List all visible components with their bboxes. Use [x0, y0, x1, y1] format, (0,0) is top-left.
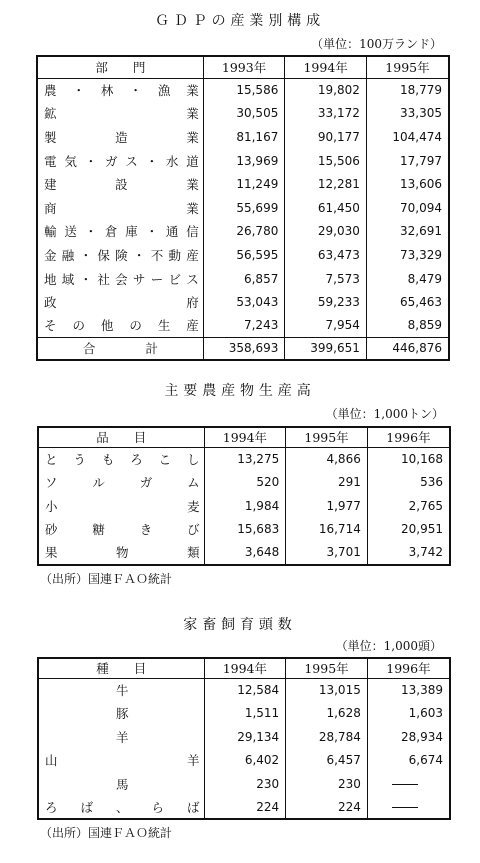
crops-value: 1,984: [204, 494, 286, 518]
label-char: 漁: [157, 83, 171, 99]
label-char: び: [187, 522, 200, 538]
crops-header-1995: 1995年: [286, 427, 368, 447]
label-char: 農: [44, 83, 57, 99]
livestock-unit: （単位：1,000頭）: [335, 639, 442, 653]
gdp-value: 63,473: [285, 243, 367, 267]
label-char: 険: [115, 247, 128, 263]
livestock-value: 1,603: [367, 702, 450, 726]
label-char: ソ: [45, 475, 58, 491]
livestock-header-item: 種 目: [38, 658, 204, 678]
gdp-row-label: [37, 267, 203, 291]
gdp-value: 53,043: [203, 290, 285, 314]
crops-value: 291: [286, 471, 368, 495]
label-char: ー: [150, 271, 164, 287]
label-char: 動: [168, 247, 181, 263]
label-char: 山: [45, 753, 58, 769]
livestock-value: 230: [204, 772, 286, 796]
label-char: ・: [132, 247, 146, 263]
crops-value: 520: [204, 471, 286, 495]
livestock-row-label: [38, 772, 204, 796]
crops-row: [38, 447, 450, 471]
label-char: ・: [79, 271, 93, 287]
label-char: 域: [61, 271, 75, 287]
gdp-value: 7,573: [285, 267, 367, 291]
gdp-value: 59,233: [285, 290, 367, 314]
label-char: ろ: [130, 452, 143, 467]
label-char: 気: [64, 153, 77, 169]
label-char: 林: [100, 83, 114, 99]
label-char: 会: [115, 271, 128, 287]
label-char: ム: [187, 475, 200, 491]
gdp-value: 33,305: [366, 102, 449, 126]
label-char: ガ: [139, 475, 153, 491]
crops-value: 3,648: [204, 541, 286, 565]
livestock-row-label: [38, 702, 204, 726]
label-char: 、: [116, 799, 129, 815]
label-char: ・: [72, 83, 85, 99]
gdp-row: [37, 267, 449, 291]
crops-row: [38, 494, 450, 518]
livestock-value: 1,511: [204, 702, 286, 726]
crops-row-label: [38, 471, 204, 495]
livestock-value: 12,584: [204, 678, 286, 702]
label-char: こ: [158, 452, 172, 467]
livestock-row-label: [38, 749, 204, 773]
label-char: 地: [44, 271, 57, 287]
gdp-value: 70,094: [366, 196, 449, 220]
crops-value: 15,683: [204, 518, 286, 542]
gdp-row: [37, 172, 449, 196]
label-char: 物: [116, 545, 129, 561]
label-char: 商: [44, 200, 57, 216]
gdp-total-1993: 358,693: [203, 338, 285, 360]
livestock-row: [38, 725, 450, 749]
livestock-header-1996: 1996年: [367, 658, 450, 678]
gdp-row-label: [37, 243, 203, 267]
label-char: ば: [187, 799, 200, 815]
gdp-value: 26,780: [203, 220, 285, 244]
label-char: 信: [186, 224, 199, 240]
label-char: 水: [165, 153, 179, 169]
gdp-total-1994: 399,651: [285, 338, 367, 360]
gdp-header-1995: 1995年: [366, 56, 449, 78]
gdp-value: 33,172: [285, 102, 367, 126]
livestock-row-label: [38, 725, 204, 749]
gdp-row: [37, 243, 449, 267]
crops-value: 16,714: [286, 518, 368, 542]
crops-row-label: [38, 518, 204, 542]
label-char: ル: [92, 475, 105, 491]
label-char: 羊: [116, 729, 129, 745]
label-char: の: [72, 318, 85, 334]
gdp-value: 8,479: [366, 267, 449, 291]
crops-header-item: 品 目: [38, 427, 204, 447]
livestock-value: 224: [286, 796, 368, 820]
livestock-value: 230: [286, 772, 368, 796]
livestock-header-1994: 1994年: [204, 658, 286, 678]
gdp-value: 104,474: [366, 125, 449, 149]
label-char: し: [187, 452, 200, 467]
gdp-total-label: 合 計: [37, 338, 203, 360]
livestock-value: [367, 796, 450, 820]
label-char: 融: [61, 247, 75, 263]
crops-value: 20,951: [367, 518, 450, 542]
gdp-row-label: [37, 102, 203, 126]
livestock-value: 29,134: [204, 725, 286, 749]
label-char: ス: [125, 153, 138, 169]
label-char: 電: [44, 153, 57, 169]
crops-row-label: [38, 494, 204, 518]
livestock-value: 6,674: [367, 749, 450, 773]
livestock-source: （出所）国連ＦＡＯ統計: [40, 826, 173, 840]
label-char: 造: [115, 129, 128, 145]
gdp-row: [37, 220, 449, 244]
gdp-row-label: [37, 172, 203, 196]
gdp-row-label: [37, 125, 203, 149]
livestock-title: 家畜飼育頭数: [183, 617, 297, 633]
label-char: 輸: [44, 224, 57, 240]
label-char: 生: [157, 318, 171, 334]
crops-row-label: [38, 447, 204, 471]
label-char: ・: [145, 153, 159, 169]
gdp-value: 11,249: [203, 172, 285, 196]
livestock-value: 224: [204, 796, 286, 820]
label-char: 政: [44, 295, 57, 311]
label-char: 類: [187, 545, 200, 561]
crops-value: 2,765: [367, 494, 450, 518]
gdp-value: 17,797: [366, 149, 449, 173]
dash-mark: [392, 784, 418, 785]
gdp-value: 13,969: [203, 149, 285, 173]
gdp-row-label: [37, 196, 203, 220]
gdp-row: [37, 196, 449, 220]
label-char: 果: [45, 545, 58, 561]
gdp-value: 55,699: [203, 196, 285, 220]
label-char: と: [45, 452, 58, 467]
livestock-value: 28,784: [286, 725, 368, 749]
label-char: 業: [186, 129, 199, 145]
label-char: ・: [129, 83, 142, 99]
livestock-table: [37, 657, 451, 820]
label-char: 馬: [116, 776, 129, 792]
crops-value: 3,701: [286, 541, 368, 565]
gdp-row-label: [37, 149, 203, 173]
livestock-value: 1,628: [286, 702, 368, 726]
livestock-value: 13,015: [286, 678, 368, 702]
gdp-value: 81,167: [203, 125, 285, 149]
gdp-value: 8,859: [366, 314, 449, 338]
label-char: の: [129, 318, 142, 334]
gdp-header-1993: 1993年: [203, 56, 285, 78]
label-char: ・: [145, 224, 159, 240]
gdp-value: 7,954: [285, 314, 367, 338]
gdp-value: 6,857: [203, 267, 285, 291]
label-char: 産: [186, 247, 199, 263]
livestock-row: [38, 702, 450, 726]
crops-value: 13,275: [204, 447, 286, 471]
label-char: ら: [151, 799, 165, 815]
label-char: 鉱: [44, 106, 57, 122]
gdp-unit: （単位：100万ランド）: [311, 37, 442, 51]
label-char: 社: [97, 271, 110, 287]
label-char: 砂: [45, 522, 58, 538]
label-char: 小: [45, 498, 58, 514]
crops-header-1994: 1994年: [204, 427, 286, 447]
gdp-header-sector: 部 門: [37, 56, 203, 78]
label-char: 業: [186, 200, 199, 216]
livestock-value: 28,934: [367, 725, 450, 749]
livestock-value: [367, 772, 450, 796]
gdp-value: 19,802: [285, 78, 367, 102]
label-char: 羊: [187, 753, 200, 769]
label-char: 倉: [104, 224, 118, 240]
label-char: 製: [44, 129, 57, 145]
gdp-row: [37, 102, 449, 126]
label-char: 業: [186, 83, 199, 99]
label-char: サ: [132, 271, 146, 287]
gdp-title: ＧＤＰの産業別構成: [154, 13, 326, 29]
dash-mark: [392, 807, 418, 808]
gdp-value: 12,281: [285, 172, 367, 196]
label-char: 豚: [116, 706, 129, 722]
gdp-value: 90,177: [285, 125, 367, 149]
gdp-value: 18,779: [366, 78, 449, 102]
gdp-value: 29,030: [285, 220, 367, 244]
crops-unit: （単位：1,000トン）: [325, 407, 444, 421]
gdp-value: 61,450: [285, 196, 367, 220]
livestock-value: 13,389: [367, 678, 450, 702]
label-char: ビ: [168, 271, 181, 287]
gdp-value: 65,463: [366, 290, 449, 314]
label-char: う: [73, 452, 86, 467]
gdp-header-1994: 1994年: [285, 56, 367, 78]
label-char: そ: [44, 318, 57, 334]
label-char: ・: [84, 153, 98, 169]
label-char: ろ: [45, 799, 58, 815]
gdp-value: 30,505: [203, 102, 285, 126]
livestock-header-1995: 1995年: [286, 658, 368, 678]
gdp-value: 56,595: [203, 243, 285, 267]
gdp-value: 15,586: [203, 78, 285, 102]
crops-value: 3,742: [367, 541, 450, 565]
gdp-table: [36, 55, 450, 361]
crops-row-label: [38, 541, 204, 565]
crops-row: [38, 471, 450, 495]
gdp-row: [37, 314, 449, 338]
crops-value: 536: [367, 471, 450, 495]
label-char: ば: [80, 799, 94, 815]
label-char: 建: [44, 177, 57, 193]
label-char: ガ: [104, 153, 118, 169]
livestock-row: [38, 796, 450, 820]
gdp-value: 15,506: [285, 149, 367, 173]
crops-table: [37, 426, 451, 566]
crops-row: [38, 541, 450, 565]
crops-value: 4,866: [286, 447, 368, 471]
label-char: 道: [186, 153, 199, 169]
label-char: 設: [115, 177, 128, 193]
gdp-row: [37, 125, 449, 149]
livestock-value: 6,402: [204, 749, 286, 773]
label-char: 牛: [116, 683, 129, 698]
gdp-value: 73,329: [366, 243, 449, 267]
label-char: ・: [79, 247, 93, 263]
label-char: き: [139, 522, 153, 538]
label-char: 糖: [92, 522, 105, 538]
crops-source: （出所）国連ＦＡＯ統計: [40, 572, 173, 586]
gdp-row-label: [37, 314, 203, 338]
gdp-total-1995: 446,876: [366, 338, 449, 360]
livestock-row-label: [38, 796, 204, 820]
crops-value: 1,977: [286, 494, 368, 518]
label-char: ス: [186, 271, 199, 287]
label-char: 業: [186, 177, 199, 193]
livestock-row: [38, 678, 450, 702]
label-char: 麦: [187, 498, 200, 514]
gdp-value: 32,691: [366, 220, 449, 244]
gdp-row: [37, 290, 449, 314]
label-char: 庫: [125, 224, 138, 240]
gdp-row-label: [37, 220, 203, 244]
label-char: 保: [97, 247, 110, 263]
label-char: 金: [44, 247, 57, 263]
label-char: 産: [186, 318, 199, 334]
label-char: 府: [186, 295, 199, 311]
livestock-row: [38, 772, 450, 796]
label-char: 不: [150, 247, 164, 263]
crops-row: [38, 518, 450, 542]
gdp-value: 13,606: [366, 172, 449, 196]
label-char: 他: [100, 318, 114, 334]
gdp-row: [37, 149, 449, 173]
label-char: も: [101, 452, 115, 467]
gdp-row-label: [37, 78, 203, 102]
gdp-value: 7,243: [203, 314, 285, 338]
crops-header-1996: 1996年: [367, 427, 450, 447]
crops-value: 10,168: [367, 447, 450, 471]
crops-title: 主要農産物生産高: [164, 383, 316, 399]
livestock-row: [38, 749, 450, 773]
gdp-row: [37, 78, 449, 102]
livestock-value: 6,457: [286, 749, 368, 773]
livestock-row-label: [38, 678, 204, 702]
label-char: 送: [64, 224, 77, 240]
label-char: 通: [165, 224, 179, 240]
gdp-row-label: [37, 290, 203, 314]
label-char: ・: [84, 224, 98, 240]
label-char: 業: [186, 106, 199, 122]
